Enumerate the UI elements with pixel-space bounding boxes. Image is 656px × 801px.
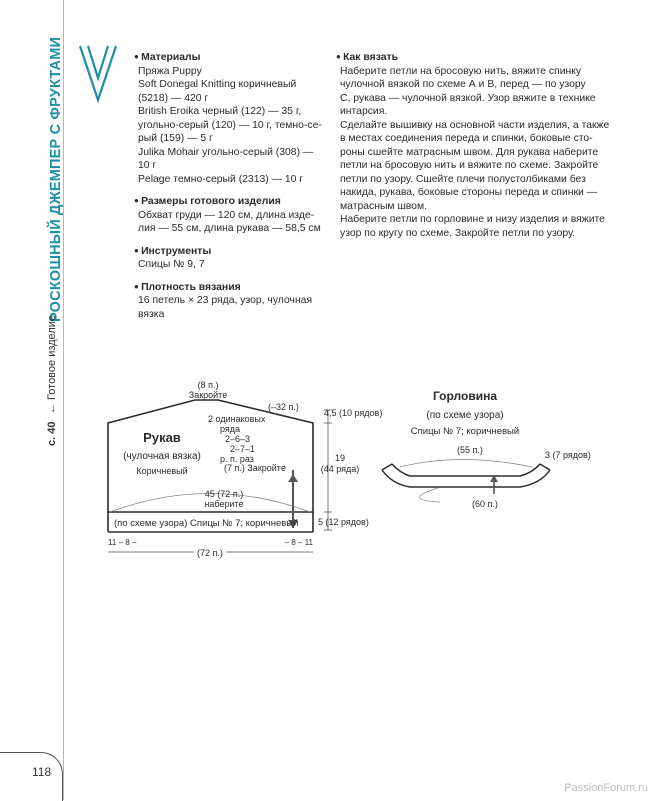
gauge-heading: ● Плотность вязания [134, 280, 328, 295]
sizes-heading: ● Размеры готового изделия [134, 194, 328, 209]
howto-text: Наберите петли на бросовую нить, вяжите спинку чулочной вязкой по схеме А и В, перед — по узору С, рукава — чулочной вязкой. Узор вяжите в технике интарсия. Сделайте вышивку на основной части изделия, а также в местах соединения переда и спинки, боковые сто- роны сшейте матрасным швом. Для рукава наберите петли на бросовую нить и вяжите по схеме. Закройте петли по узору. Сшейте плечи полустолбиками без накида, рукава, боковые стороны переда и спинки — матрасным швом. Наберите петли по горловине и низу изделия и вяжите узор по кругу по схеме. Закройте петли по узору. [340, 65, 610, 239]
neck-depth: 3 (7 рядов) [545, 450, 591, 460]
chevron-logo-icon [78, 44, 118, 104]
sleeve-dec-line5: р. п. раз [220, 454, 254, 464]
neck-title: Горловина [432, 389, 498, 403]
materials-text: Пряжа Puppy Soft Donegal Knitting коричневый (5218) — 420 г British Eroika черный (122) — 35 г, угольно-серый (120) — 10 г, темно-се- рый (159) — 5 г Julika Mohair угольно-серый (308) — 10 г Pelage темно-серый (2313) — 10 г [138, 65, 322, 185]
sleeve-edge-right: – 8 – 11 [284, 538, 313, 547]
sizes-text: Обхват груди — 120 см, длина изде- лия — 55 см, длина рукава — 58,5 см [138, 209, 321, 234]
watermark: PassionForum.ru [564, 782, 648, 794]
sleeve-dec-line4: 2–7–1 [230, 444, 256, 454]
right-column [340, 50, 610, 248]
sleeve-top-close: Закройте [188, 390, 228, 400]
tools-text: Спицы № 9, 7 [138, 259, 205, 270]
sleeve-stitch: (чулочная вязка) [123, 451, 201, 462]
sleeve-dim-top: 4,5 (10 рядов) [324, 408, 383, 418]
sleeve-cast-on-label: наберите [204, 499, 244, 509]
sleeve-diagram [108, 380, 382, 558]
sleeve-dec-line2: ряда [220, 424, 241, 434]
sleeve-dim-mid-cm: 19 [334, 453, 346, 463]
sleeve-color: Коричневый [136, 466, 188, 476]
sidebar-subtitle[interactable]: ← Готовое изделие [46, 315, 58, 414]
sleeve-dim-band: 5 (12 рядов) [318, 517, 369, 527]
sleeve-cast-on-sts: 45 (72 п.) [204, 489, 244, 499]
neck-subtitle: (по схеме узора) [426, 410, 504, 421]
neck-needles: Спицы № 7; коричневый [410, 426, 520, 437]
sleeve-dec-line3: 2–6–3 [225, 434, 251, 444]
schematics [100, 370, 656, 570]
sleeve-edge-left: 11 – 8 – [108, 538, 137, 547]
tools-heading: ● Инструменты [134, 244, 328, 259]
materials-heading: ● Материалы [134, 50, 328, 65]
sleeve-band-text: (по схеме узора) Спицы № 7; коричневый [114, 518, 299, 529]
neck-top-sts: (55 п.) [457, 445, 483, 455]
howto-heading: ● Как вязать [336, 50, 610, 65]
gauge-text: 16 петель × 23 ряда, узор, чулочная вязка [138, 295, 313, 320]
page-number: 118 [32, 765, 52, 779]
left-column [138, 50, 328, 329]
neck-bottom-sts: (60 п.) [472, 499, 498, 509]
sleeve-dim-mid-rows: (44 ряда) [320, 464, 360, 474]
sleeve-dec-line1: 2 одинаковых [208, 414, 266, 424]
sleeve-title: Рукав [143, 430, 181, 445]
sleeve-top-sts: (8 п.) [197, 380, 219, 390]
sidebar-page-ref[interactable]: с. 40 [46, 421, 58, 446]
sidebar-title: РОСКОШНЫЙ ДЖЕМПЕР С ФРУКТАМИ [48, 36, 64, 322]
sleeve-width: (72 п.) [197, 548, 223, 558]
sleeve-dec-line6: (7 п.) Закройте [224, 463, 286, 473]
sleeve-dec-sts: (–32 п.) [268, 402, 299, 412]
neck-diagram [382, 389, 591, 509]
